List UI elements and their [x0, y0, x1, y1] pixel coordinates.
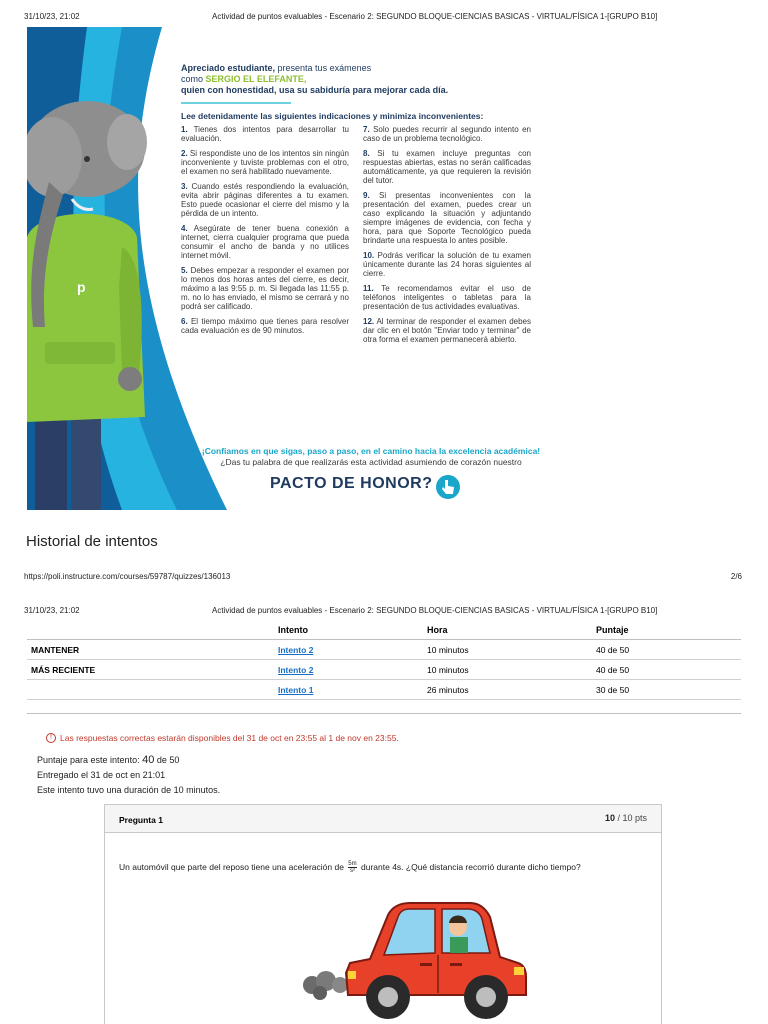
instruction-text: Te recomendamos evitar el uso de teléfonos inteligentes o tabletas para la presentación de tus actividades evaluativas. [363, 284, 531, 311]
svg-text:p: p [77, 279, 86, 295]
instruction-item [181, 182, 349, 218]
warning-icon: ! [46, 733, 56, 743]
instruction-item [181, 125, 349, 143]
greeting-line3: quien con honestidad, usa su sabiduría para mejorar cada día. [181, 85, 449, 95]
instruction-text: Si respondiste uno de los intentos sin ningún inconveniente y tuviste problemas con el otro, el examen no será habilitado nuevamente. [181, 149, 349, 176]
page-number: 2/6 [730, 572, 742, 581]
instructions-right-column [363, 125, 531, 350]
greeting-rest: presenta tus exámenes [275, 63, 372, 73]
submitted-line: Entregado el 31 de oct en 21:01 [37, 770, 166, 780]
instruction-text: Tienes dos intentos para desarrollar tu evaluación. [181, 125, 349, 143]
history-title: Historial de intentos [26, 533, 158, 550]
points-earned: 10 [604, 813, 615, 823]
instruction-item [363, 251, 531, 278]
instruction-item [181, 317, 349, 335]
fraction-denominator: s² [349, 868, 355, 874]
attempt-time: 26 minutos [427, 685, 469, 695]
instruction-number: 11. [363, 284, 374, 293]
pacto-de-honor-heading: PACTO DE HONOR? [270, 475, 433, 492]
page-url: https://poli.instructure.com/courses/59787/quizzes/136013 [24, 572, 231, 581]
greeting-bold: Apreciado estudiante, [181, 63, 276, 73]
instruction-text: Si tu examen incluye preguntas con respuestas abiertas, estas no serán calificadas automáticamente, ya que requieren la revisión del tutor. [363, 149, 531, 185]
attempts-table [27, 620, 741, 700]
instruction-number: 1. [181, 125, 188, 134]
instruction-number: 8. [363, 149, 370, 158]
attempt-score: 40 de 50 [596, 665, 630, 675]
question-line: ¿Das tu palabra de que realizarás esta actividad asumiendo de corazón nuestro [220, 457, 522, 467]
col-header-score: Puntaje [596, 625, 629, 635]
instruction-number: 12. [363, 317, 375, 326]
greeting-como: como [181, 74, 206, 84]
mascot-name: SERGIO EL ELEFANTE, [205, 74, 307, 84]
section-divider [27, 713, 741, 714]
instruction-number: 3. [181, 182, 188, 191]
instruction-text: Solo puedes recurrir al segundo intento en caso de un problema tecnológico. [363, 125, 531, 143]
question-title: Pregunta 1 [119, 815, 163, 825]
instruction-item [181, 266, 349, 311]
banner-text-block [181, 63, 561, 350]
attempt-summary [37, 753, 220, 798]
question-card [104, 804, 662, 1024]
instructions-heading: Lee detenidamente las siguientes indicaciones y minimiza inconvenientes: [181, 111, 484, 121]
instruction-number: 2. [181, 149, 188, 158]
score-label: Puntaje para este intento: [37, 755, 143, 765]
question-text-before: Un automóvil que parte del reposo tiene una aceleración de [119, 861, 347, 872]
instruction-number: 9. [363, 191, 370, 200]
col-header-time: Hora [427, 625, 448, 635]
divider-rule [181, 102, 291, 104]
duration-line: Este intento tuvo una duración de 10 minutos. [37, 785, 221, 795]
confidence-line: ¡Confiamos en que sigas, paso a paso, en el camino hacia la excelencia académica! [201, 446, 541, 456]
row-label: MÁS RECIENTE [31, 665, 96, 675]
instruction-number: 5. [181, 266, 188, 275]
print-title: Actividad de puntos evaluables - Escenario 2: SEGUNDO BLOQUE-CIENCIAS BASICAS - VIRTUAL/FÍSICA 1-[GRUPO B10] [212, 12, 658, 21]
points-total: / 10 pts [614, 813, 647, 823]
acceleration-fraction [348, 861, 356, 874]
elephant-mascot-illustration [27, 87, 177, 510]
attempt-link[interactable]: Intento 1 [278, 685, 314, 695]
print-timestamp-2: 31/10/23, 21:02 [24, 606, 80, 615]
notice-text: Las respuestas correctas estarán disponibles del 31 de oct en 23:55 al 1 de nov en 23:55. [60, 733, 399, 743]
instruction-item [363, 284, 531, 311]
col-header-attempt: Intento [278, 625, 308, 635]
instruction-item [363, 125, 531, 143]
instruction-item [363, 191, 531, 245]
instruction-item [363, 317, 531, 344]
question-header [105, 805, 661, 833]
score-value: 40 [142, 754, 155, 766]
attempts-table-header [27, 620, 741, 640]
confidence-block [181, 446, 561, 468]
fraction-numerator: 5m [348, 861, 357, 867]
attempt-link[interactable]: Intento 2 [278, 645, 314, 655]
question-points [605, 813, 647, 823]
instruction-text: Asegúrate de tener buena conexión a internet, cierra cualquier programa que pueda consumir el ancho de banda y no utilices internet móvil. [181, 224, 349, 260]
question-text-after: durante 4s. ¿Qué distancia recorrió durante dicho tiempo? [358, 861, 581, 872]
question-text [119, 861, 581, 874]
instruction-item [363, 149, 531, 185]
instruction-text: Si presentas inconvenientes con la presentación del examen, puedes crear un caso explicando la situación y adjuntando siempre imágenes de evidencia, con fecha y hora, para que Soporte Tecnológico pueda brindarte una respuesta lo antes posible. [363, 191, 531, 245]
attempt-score: 40 de 50 [596, 645, 630, 655]
instruction-text: Al terminar de responder el examen debes dar clic en el botón "Enviar todo y terminar" de otra forma el examen permanecerá abierto. [363, 317, 531, 344]
table-row [27, 680, 741, 700]
attempt-score-line [37, 753, 220, 768]
attempt-score: 30 de 50 [596, 685, 630, 695]
instruction-number: 10. [363, 251, 375, 260]
attempt-time: 10 minutos [427, 665, 469, 675]
greeting [181, 63, 561, 96]
instruction-item [181, 224, 349, 260]
print-timestamp: 31/10/23, 21:02 [24, 12, 80, 21]
instruction-number: 7. [363, 125, 370, 134]
row-label: MANTENER [31, 645, 80, 655]
attempt-link[interactable]: Intento 2 [278, 665, 314, 675]
instruction-number: 4. [181, 224, 188, 233]
table-row [27, 660, 741, 680]
attempt-time: 10 minutos [427, 645, 469, 655]
answers-availability-notice [46, 733, 399, 743]
instruction-item [181, 149, 349, 176]
score-total: de 50 [154, 755, 180, 765]
instruction-number: 6. [181, 317, 188, 326]
honor-pact-banner [27, 27, 742, 510]
car-illustration [300, 893, 530, 1024]
instructions-columns [181, 125, 561, 350]
instruction-text: Podrás verificar la solución de tu examen únicamente durante las 24 horas siguientes al cierre. [363, 251, 531, 278]
instruction-text: Debes empezar a responder el examen por lo menos dos horas antes del cierre, es decir, máximo a las 9:55 p. m. Si llegada las 11:55 p. m. no lo has enviado, el mismo se cerrará y no podrá ser calificado. [181, 266, 349, 311]
print-title-2: Actividad de puntos evaluables - Escenario 2: SEGUNDO BLOQUE-CIENCIAS BASICAS - VIRTUAL/FÍSICA 1-[GRUPO B10] [212, 606, 658, 615]
pointing-hand-icon [435, 474, 461, 500]
table-row [27, 640, 741, 660]
instruction-text: Cuando estés respondiendo la evaluación, evita abrir páginas diferentes a tu examen. Esto puede ocasionar el cierre del mismo y la pérdida de un intento. [181, 182, 349, 218]
instruction-text: El tiempo máximo que tienes para resolver cada evaluación es de 90 minutos. [181, 317, 349, 335]
instructions-left-column [181, 125, 349, 350]
